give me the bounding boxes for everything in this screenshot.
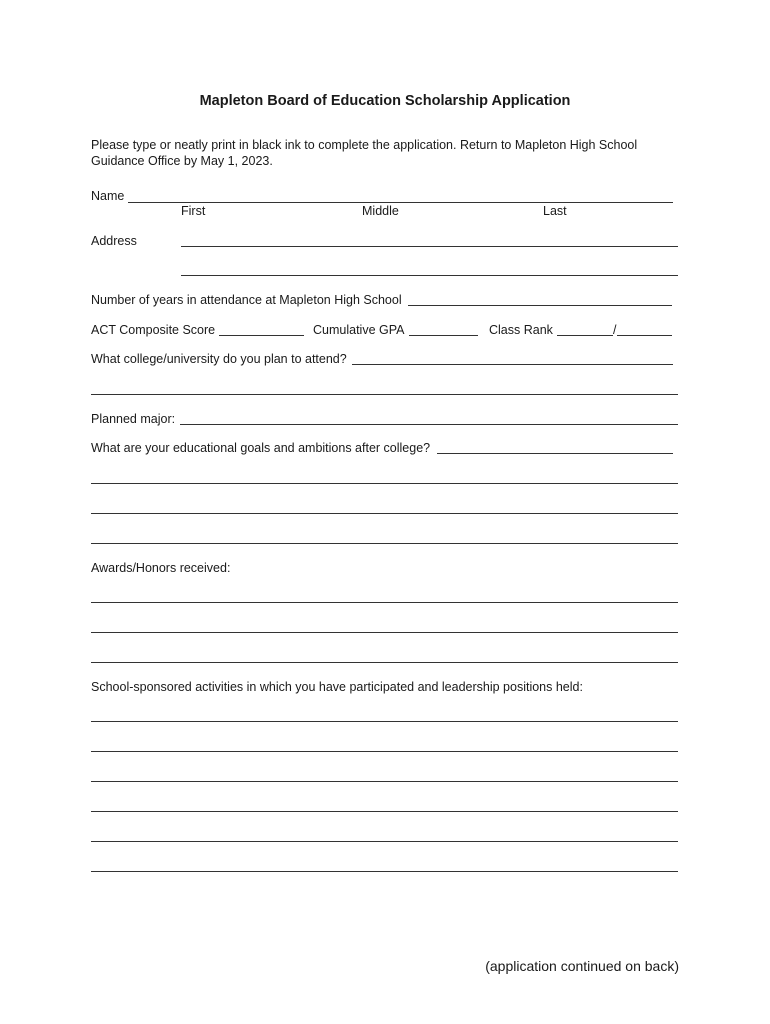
college-field[interactable] [352, 364, 673, 365]
gpa-field[interactable] [409, 335, 478, 336]
major-field[interactable] [180, 424, 678, 425]
address-label: Address [91, 234, 137, 248]
address-line-1[interactable] [181, 246, 678, 247]
class-size-field[interactable] [617, 335, 672, 336]
class-rank-label: Class Rank [489, 323, 553, 337]
gpa-label: Cumulative GPA [313, 323, 405, 337]
college-label: What college/university do you plan to attend? [91, 352, 347, 366]
form-title: Mapleton Board of Education Scholarship Application [199, 93, 571, 109]
college-line-2[interactable] [91, 394, 678, 395]
goals-label: What are your educational goals and ambitions after college? [91, 441, 431, 455]
name-middle-caption: Middle [362, 204, 399, 218]
activities-line-2[interactable] [91, 751, 678, 752]
awards-label: Awards/Honors received: [91, 561, 231, 575]
name-first-caption: First [181, 204, 206, 218]
name-label: Name [91, 189, 125, 203]
name-last-caption: Last [543, 204, 567, 218]
instructions: Please type or neatly print in black ink to complete the application. Return to Mapleton High School Guidance Office by May 1, 2023. [91, 138, 638, 168]
activities-line-4[interactable] [91, 811, 678, 812]
class-rank-separator: / [613, 323, 617, 337]
act-score-label: ACT Composite Score [91, 323, 216, 337]
awards-line-1[interactable] [91, 602, 678, 603]
activities-line-5[interactable] [91, 841, 678, 842]
years-attendance-label: Number of years in attendance at Mapleton High School [91, 293, 402, 307]
class-rank-field[interactable] [557, 335, 613, 336]
activities-line-3[interactable] [91, 781, 678, 782]
act-score-field[interactable] [219, 335, 304, 336]
continued-note: (application continued on back) [485, 958, 679, 974]
activities-line-1[interactable] [91, 721, 678, 722]
major-label: Planned major: [91, 412, 176, 426]
goals-line-3[interactable] [91, 513, 678, 514]
awards-line-2[interactable] [91, 632, 678, 633]
goals-line-2[interactable] [91, 483, 678, 484]
goals-field[interactable] [437, 453, 673, 454]
years-attendance-field[interactable] [408, 305, 672, 306]
name-field[interactable] [128, 202, 673, 203]
activities-label: School-sponsored activities in which you have participated and leadership positions held: [91, 680, 583, 694]
address-line-2[interactable] [181, 275, 678, 276]
goals-line-4[interactable] [91, 543, 678, 544]
activities-line-6[interactable] [91, 871, 678, 872]
awards-line-3[interactable] [91, 662, 678, 663]
